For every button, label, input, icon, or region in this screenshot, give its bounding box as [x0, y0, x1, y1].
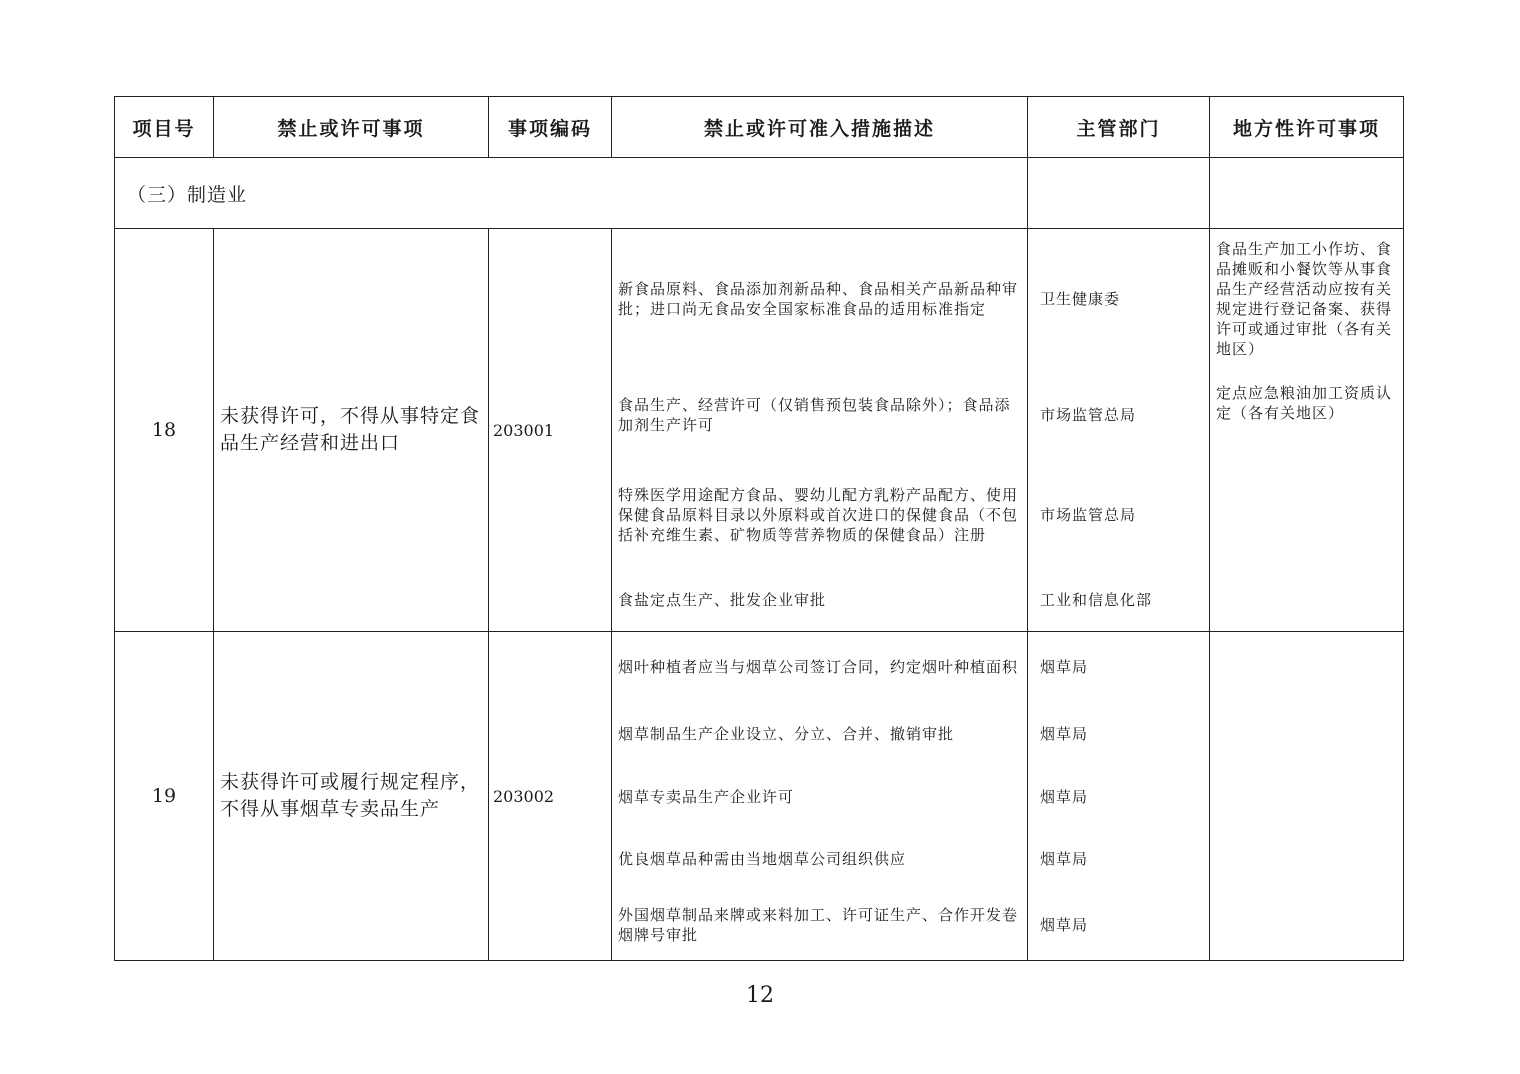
department: 卫生健康委	[1040, 290, 1121, 308]
header-measure-desc: 禁止或许可准入措施描述	[612, 97, 1028, 158]
header-local-items: 地方性许可事项	[1210, 97, 1404, 158]
local-item: 定点应急粮油加工资质认定（各有关地区）	[1216, 384, 1393, 422]
local-item: 食品生产加工小作坊、食品摊贩和小餐饮等从事食品生产经营活动应按有关规定进行登记备案、获得许可或通过审批（各有关地区）	[1216, 240, 1393, 358]
item-number: 18	[115, 229, 214, 632]
department: 市场监管总局	[1040, 406, 1137, 424]
measure-desc: 特殊医学用途配方食品、婴幼儿配方乳粉产品配方、使用保健食品原料目录以外原料或首次进口的保健食品（不包括补充维生素、矿物质等营养物质的保健食品）注册	[618, 486, 1019, 544]
measure-list	[612, 229, 1028, 632]
measure-desc: 食盐定点生产、批发企业审批	[618, 591, 827, 609]
table-row	[115, 632, 1404, 961]
section-blank-local	[1210, 158, 1404, 229]
local-items	[1210, 229, 1404, 632]
header-item-name: 禁止或许可事项	[214, 97, 489, 158]
measure-desc: 食品生产、经营许可（仅销售预包装食品除外）；食品添加剂生产许可	[618, 396, 1011, 434]
measure-desc: 优良烟草品种需由当地烟草公司组织供应	[618, 850, 907, 868]
section-title: （三）制造业	[115, 158, 1028, 229]
department-list	[1028, 229, 1210, 632]
measure-desc: 烟草专卖品生产企业许可	[618, 788, 795, 806]
header-department: 主管部门	[1028, 97, 1210, 158]
measure-desc: 烟叶种植者应当与烟草公司签订合同，约定烟叶种植面积	[618, 658, 1019, 676]
measure-desc: 外国烟草制品来牌或来料加工、许可证生产、合作开发卷烟牌号审批	[618, 906, 1019, 944]
header-row	[115, 97, 1404, 158]
item-name: 未获得许可或履行规定程序，不得从事烟草专卖品生产	[214, 632, 489, 961]
department-list	[1028, 632, 1210, 961]
measure-desc: 新食品原料、食品添加剂新品种、食品相关产品新品种审批；进口尚无食品安全国家标准食品的适用标准指定	[618, 280, 1019, 318]
item-name: 未获得许可，不得从事特定食品生产经营和进出口	[214, 229, 489, 632]
local-items	[1210, 632, 1404, 961]
header-item-number: 项目号	[115, 97, 214, 158]
measure-desc: 烟草制品生产企业设立、分立、合并、撤销审批	[618, 725, 955, 743]
department: 烟草局	[1040, 788, 1089, 806]
item-number: 19	[115, 632, 214, 961]
department: 烟草局	[1040, 725, 1089, 743]
page-number: 12	[746, 983, 774, 1008]
department: 烟草局	[1040, 658, 1089, 676]
regulation-table	[114, 96, 1404, 961]
department: 工业和信息化部	[1040, 591, 1153, 609]
measure-list	[612, 632, 1028, 961]
department: 烟草局	[1040, 916, 1089, 934]
header-item-code: 事项编码	[489, 97, 612, 158]
section-row	[115, 158, 1404, 229]
item-code: 203001	[489, 229, 612, 632]
department: 烟草局	[1040, 850, 1089, 868]
section-blank	[1028, 158, 1210, 229]
table-row	[115, 229, 1404, 632]
department: 市场监管总局	[1040, 506, 1137, 524]
item-code: 203002	[489, 632, 612, 961]
